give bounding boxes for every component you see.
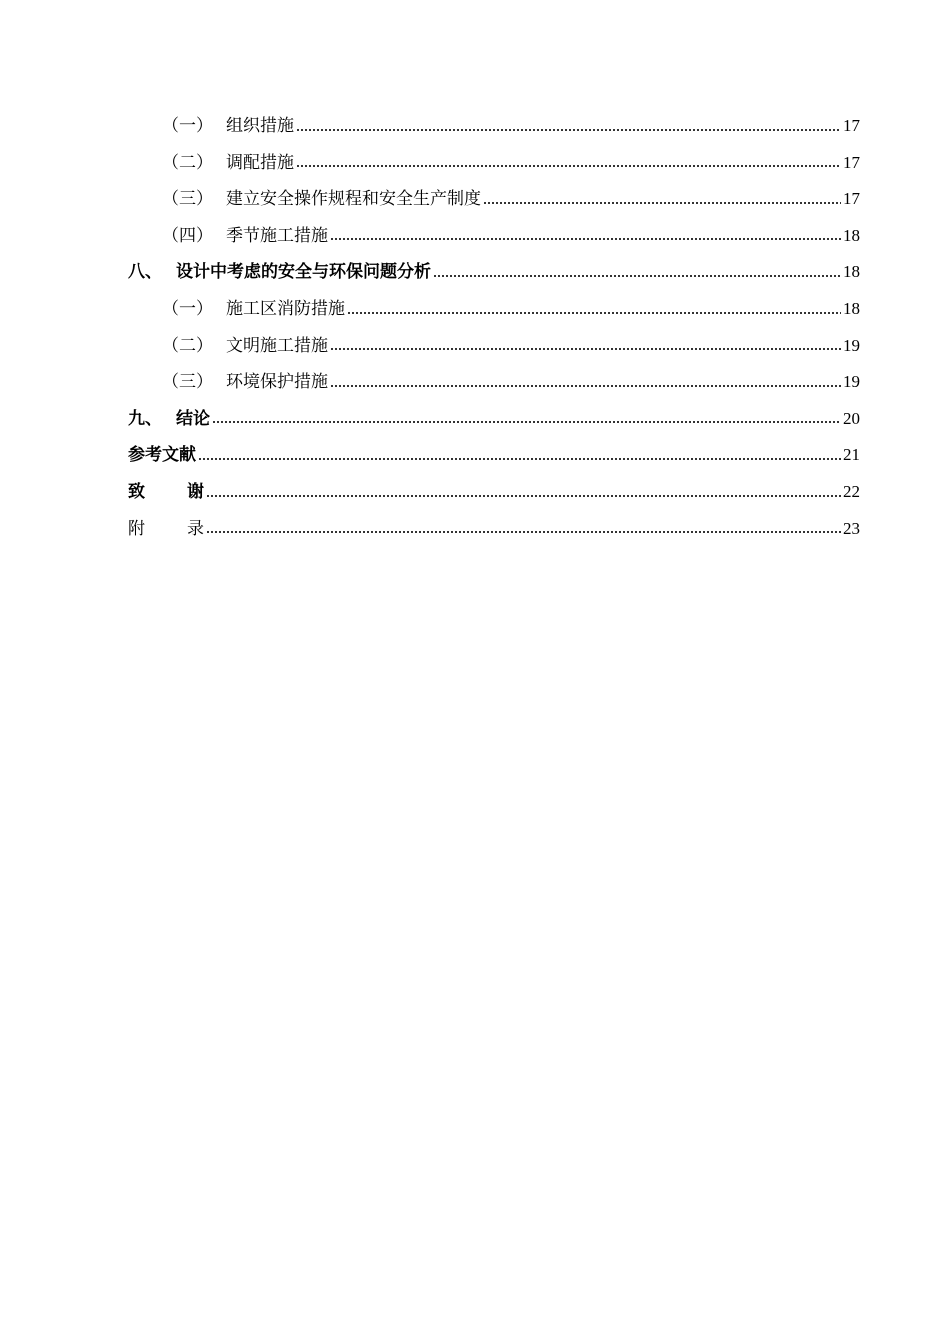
toc-entry[interactable] <box>128 328 860 365</box>
toc-entry-title: 组织措施 <box>226 116 294 136</box>
toc-chapter-entry[interactable] <box>128 401 860 438</box>
toc-entry-number: （二） <box>162 152 213 173</box>
toc-chapter-number: 九、 <box>128 408 162 429</box>
toc-entry-page: 18 <box>843 262 860 282</box>
toc-entry[interactable] <box>128 145 860 182</box>
toc-dot-leader <box>212 421 841 423</box>
table-of-contents <box>128 108 860 547</box>
toc-dot-leader <box>483 202 841 204</box>
toc-chapter-entry[interactable] <box>128 254 860 291</box>
toc-entry-page: 18 <box>843 298 860 318</box>
toc-chapter-title: 结论 <box>176 408 210 429</box>
toc-dot-leader <box>433 275 841 277</box>
toc-chapter-number: 八、 <box>128 262 162 283</box>
toc-entry-number: （一） <box>162 116 213 136</box>
toc-entry-number: （一） <box>162 298 213 319</box>
toc-entry[interactable] <box>128 364 860 401</box>
toc-entry-title: 调配措施 <box>226 152 294 173</box>
toc-references-title: 参考文献 <box>128 445 196 466</box>
toc-chapter-title: 设计中考虑的安全与环保问题分析 <box>176 262 431 283</box>
toc-entry-page: 18 <box>843 225 860 245</box>
toc-entry-number: （三） <box>162 189 213 210</box>
toc-entry-title: 文明施工措施 <box>226 335 328 356</box>
toc-entry-page: 17 <box>843 189 860 209</box>
toc-dot-leader <box>296 129 841 131</box>
toc-entry-page: 19 <box>843 335 860 355</box>
toc-dot-leader <box>347 312 841 314</box>
toc-references-entry[interactable] <box>128 437 860 474</box>
toc-entry-number: （四） <box>162 225 213 246</box>
toc-dot-leader <box>330 348 841 350</box>
toc-dot-leader <box>198 458 841 460</box>
toc-entry-page: 17 <box>843 116 860 135</box>
toc-dot-leader <box>296 165 841 167</box>
toc-entry-page: 23 <box>843 518 860 538</box>
toc-acknowledgements-entry[interactable] <box>128 474 860 511</box>
toc-entry-number: （三） <box>162 372 213 393</box>
toc-acknowledgements-title: 致谢 <box>128 481 204 502</box>
toc-dot-leader <box>330 238 841 240</box>
toc-entry-page: 19 <box>843 372 860 392</box>
toc-entry[interactable] <box>128 108 860 145</box>
toc-entry-page: 21 <box>843 445 860 465</box>
toc-entry-page: 22 <box>843 481 860 501</box>
toc-dot-leader <box>206 495 841 497</box>
toc-entry-page: 17 <box>843 152 860 172</box>
toc-entry[interactable] <box>128 218 860 255</box>
toc-entry-page: 20 <box>843 408 860 428</box>
toc-dot-leader <box>330 385 841 387</box>
toc-appendix-entry[interactable] <box>128 511 860 548</box>
toc-entry-title: 季节施工措施 <box>226 225 328 246</box>
toc-dot-leader <box>206 531 841 533</box>
toc-entry-title: 施工区消防措施 <box>226 298 345 319</box>
toc-entry-title: 建立安全操作规程和安全生产制度 <box>226 189 481 210</box>
toc-entry[interactable] <box>128 291 860 328</box>
toc-entry[interactable] <box>128 181 860 218</box>
toc-entry-number: （二） <box>162 335 213 356</box>
toc-entry-title: 环境保护措施 <box>226 372 328 393</box>
toc-appendix-title: 附录 <box>128 518 204 539</box>
